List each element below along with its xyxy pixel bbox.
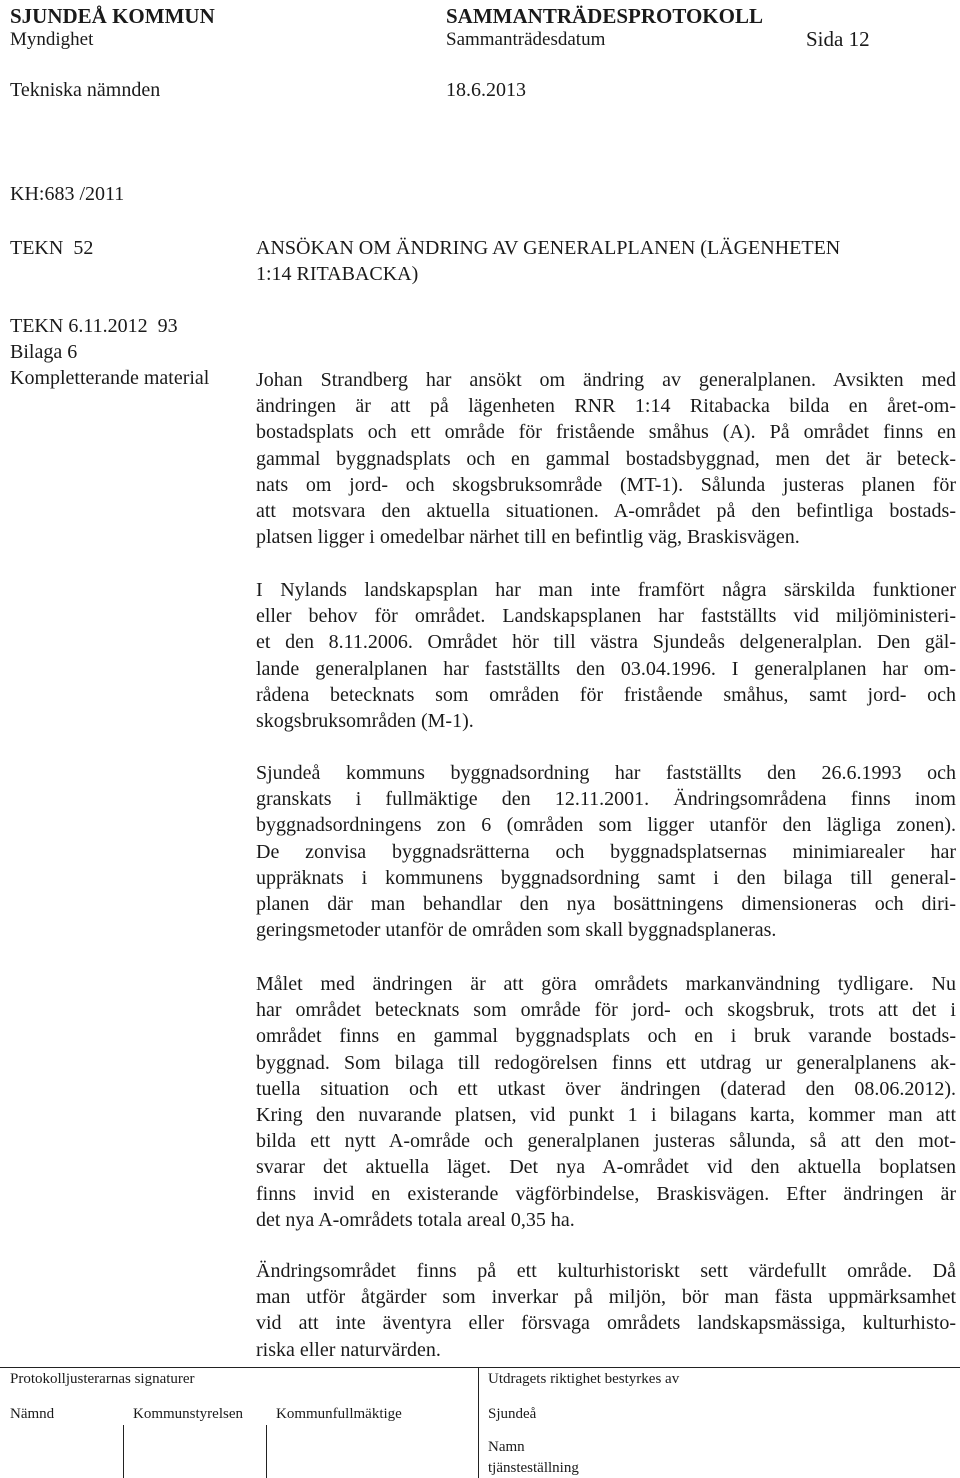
- text-line: Kring den nuvarande platsen, vid punkt 1 i bilagans karta, kommer man att: [256, 1104, 956, 1127]
- text-line: geringsmetoder utanför de områden som skall byggnadsplaneras.: [256, 919, 777, 942]
- text-line: Målet med ändringen är att göra områdets markanvändning tydligare. Nu: [256, 973, 956, 995]
- text-line: nats om jord- och skogsbruksområde (MT-1). Sålunda justeras planen för: [256, 473, 956, 496]
- text-line: finns invid en existerande vägförbindelse, Braskisvägen. Efter ändringen är: [256, 1182, 956, 1205]
- footer-col-divider-2: [266, 1425, 267, 1478]
- previous-section-reference: TEKN 6.11.2012 93: [10, 315, 178, 337]
- text-line: man utför åtgärder som inverkar på miljön, bör man fästa uppmärksamhet: [256, 1286, 956, 1309]
- text-line: svarar det aktuella läget. Det nya A-området vid den aktuella boplatsen: [256, 1156, 956, 1179]
- text-line: eller behov för området. Landskapsplanen har fastställts vid miljöministeri-: [256, 605, 956, 628]
- meeting-date-label: Sammanträdesdatum: [446, 29, 606, 50]
- document-type: SAMMANTRÄDESPROTOKOLL: [446, 4, 763, 28]
- text-line: vid att inte äventyra eller försvaga områdets landskapsmässiga, kulturhisto-: [256, 1312, 956, 1335]
- signature-col-namnd: Nämnd: [10, 1406, 55, 1422]
- text-line: I Nylands landskapsplan har man inte framfört några särskilda funktioner: [256, 579, 956, 601]
- paragraph-3: [256, 760, 956, 943]
- footer-divider: [478, 1367, 479, 1478]
- verification-name-label: Namn: [488, 1439, 525, 1455]
- verification-place: Sjundeå: [488, 1406, 537, 1422]
- text-line: byggnadsordningens zon 6 (områden som ligger utanför den lägliga zonen).: [256, 814, 956, 837]
- text-line: planen där man behandlar den nya bosättningens dimensioneras och diri-: [256, 893, 956, 916]
- footer-top-rule: [0, 1367, 960, 1368]
- paragraph-1: [256, 367, 956, 550]
- text-line: bilda ett nytt A-område och generalplanen justeras sålunda, så att den mot-: [256, 1130, 956, 1153]
- text-line: området finns en gammal byggnadsplats och en i bruk varande bostads-: [256, 1025, 956, 1048]
- text-line: ändringen är att på lägenheten RNR 1:14 Ritabacka bilda en året-om-: [256, 395, 956, 418]
- verification-position-label: tjänsteställning: [488, 1460, 579, 1476]
- text-line: riska eller naturvärden.: [256, 1338, 441, 1361]
- text-line: tuella situation och ett utkast över ändringen (daterad den 08.06.2012).: [256, 1077, 956, 1100]
- municipality-name: SJUNDEÅ KOMMUN: [10, 4, 215, 28]
- signatures-label: Protokolljusterarnas signaturer: [10, 1371, 195, 1387]
- text-line: skogsbruksområden (M-1).: [256, 710, 474, 733]
- verification-label: Utdragets riktighet bestyrkes av: [488, 1371, 680, 1387]
- section-title-line1: ANSÖKAN OM ÄNDRING AV GENERALPLANEN (LÄGENHETEN: [256, 237, 841, 259]
- paragraph-4: [256, 971, 956, 1233]
- page-number: Sida 12: [806, 27, 870, 51]
- signature-col-kommunfullmaktige: Kommunfullmäktige: [276, 1406, 402, 1422]
- text-line: bostadsplats och ett område för fristående småhus (A). På området finns en: [256, 421, 956, 444]
- text-line: rådena betecknats som områden för fristående småhus, samt jord- och: [256, 683, 956, 706]
- section-title-line2: 1:14 RITABACKA): [256, 263, 419, 285]
- text-line: Johan Strandberg har ansökt om ändring av generalplanen. Avsikten med: [256, 369, 956, 391]
- text-line: gammal byggnadsplats och en gammal bostadsbyggnad, men det är beteck-: [256, 447, 956, 470]
- text-line: Ändringsområdet finns på ett kulturhistoriskt sett värdefullt område. Då: [256, 1260, 956, 1282]
- authority-name: Tekniska nämnden: [10, 79, 161, 101]
- meeting-date: 18.6.2013: [446, 79, 526, 101]
- signature-col-kommunstyrelsen: Kommunstyrelsen: [133, 1406, 243, 1422]
- case-reference: KH:683 /2011: [10, 183, 125, 205]
- text-line: lande generalplanen har fastställts den 03.04.1996. I generalplanen har om-: [256, 657, 956, 680]
- text-line: att motsvara den aktuella situationen. A-området på den befintliga bostads-: [256, 500, 956, 523]
- paragraph-2: [256, 577, 956, 734]
- text-line: De zonvisa byggnadsrätterna och byggnadsplatsernas minimiarealer har: [256, 840, 956, 863]
- text-line: et den 8.11.2006. Området hör till västra Sjundeås delgeneralplan. Den gäl-: [256, 631, 956, 654]
- text-line: det nya A-områdets totala areal 0,35 ha.: [256, 1208, 575, 1231]
- paragraph-5: [256, 1258, 956, 1363]
- text-line: platsen ligger i omedelbar närhet till en befintlig väg, Braskisvägen.: [256, 526, 800, 549]
- authority-label: Myndighet: [10, 29, 94, 50]
- section-reference: TEKN 52: [10, 237, 94, 259]
- side-label: Kompletterande material: [10, 367, 210, 389]
- text-line: har området betecknats som område för jord- och skogsbruk, trots att det i: [256, 999, 956, 1022]
- text-line: byggnad. Som bilaga till redogörelsen finns ett utdrag ur generalplanens ak-: [256, 1051, 956, 1074]
- footer-col-divider-1: [123, 1425, 124, 1478]
- text-line: uppräknats i kommunens byggnadsordning samt i den bilaga till general-: [256, 866, 956, 889]
- attachment-label: Bilaga 6: [10, 341, 78, 363]
- text-line: Sjundeå kommuns byggnadsordning har fastställts den 26.6.1993 och: [256, 762, 956, 784]
- text-line: granskats i fullmäktige den 12.11.2001. Ändringsområdena finns inom: [256, 788, 956, 811]
